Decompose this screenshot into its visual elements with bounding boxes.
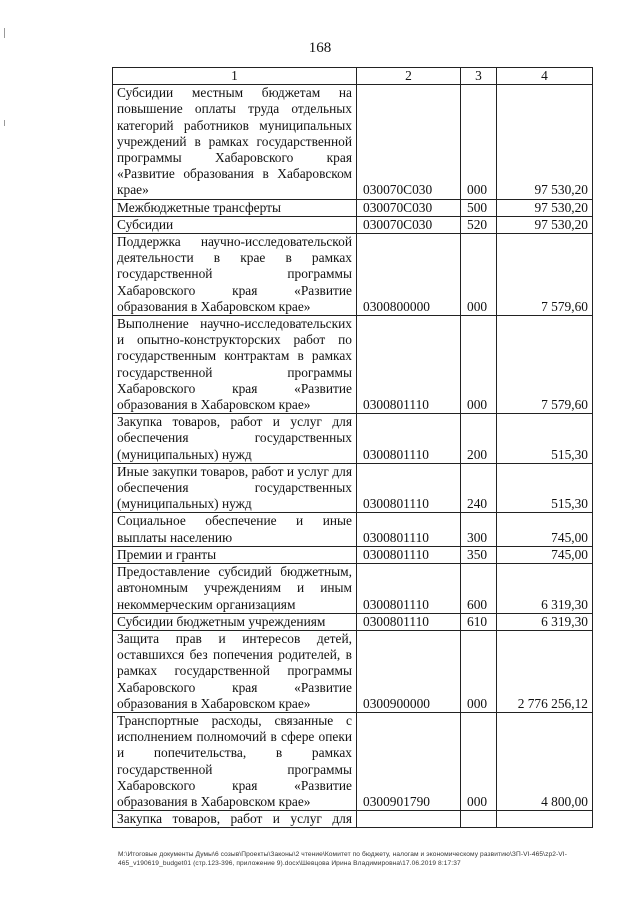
row-code: 0300801110 (357, 564, 461, 614)
margin-mark (4, 28, 5, 38)
header-col-3: 3 (461, 68, 497, 85)
row-code: 0300901790 (357, 712, 461, 810)
row-expense-type: 000 (461, 630, 497, 712)
row-sum: 97 530,20 (497, 216, 593, 233)
budget-table (112, 67, 593, 828)
row-sum (497, 811, 593, 828)
row-sum: 97 530,20 (497, 85, 593, 199)
row-name: Транспортные расходы, связанные с исполнением полномочий в сфере опеки и попечительства, в рамках государственной программы Хабаровского края «Развитие образования в Хабаровском крае» (113, 712, 357, 810)
row-code: 0300801110 (357, 414, 461, 464)
table-row (113, 414, 593, 464)
table-header-row (113, 68, 593, 85)
row-expense-type: 200 (461, 414, 497, 464)
row-sum: 97 530,20 (497, 199, 593, 216)
row-code: 0300900000 (357, 630, 461, 712)
row-expense-type: 000 (461, 712, 497, 810)
page-number: 168 (308, 40, 332, 56)
table-row (113, 463, 593, 513)
row-name: Закупка товаров, работ и услуг для (113, 811, 357, 828)
document-path-footer: M:\Итоговые документы Думы\6 созыв\Проекты\Законы\2 чтение\Комитет по бюджету, налогам и экономическому развитию\ЗП-VI-465\zp2-VI-465_v190619_budget01 (стр.123-396, приложение 9).docx\Шевцова Ирина Владимировна\17.06.2019 8:17:37 (118, 851, 568, 867)
row-code: 0300801110 (357, 513, 461, 546)
row-sum: 7 579,60 (497, 234, 593, 316)
table-row (113, 564, 593, 614)
table-row (113, 712, 593, 810)
row-sum: 2 776 256,12 (497, 630, 593, 712)
row-name: Иные закупки товаров, работ и услуг для обеспечения государственных (муниципальных) нужд (113, 463, 357, 513)
header-col-1: 1 (113, 68, 357, 85)
row-expense-type: 610 (461, 613, 497, 630)
row-expense-type: 500 (461, 199, 497, 216)
row-name: Поддержка научно-исследовательской деятельности в крае в рамках государственной программы Хабаровского края «Развитие образования в Хабаровском крае» (113, 234, 357, 316)
header-col-4: 4 (497, 68, 593, 85)
row-sum: 515,30 (497, 414, 593, 464)
row-code: 030070C030 (357, 85, 461, 199)
row-code: 0300801110 (357, 546, 461, 563)
row-name: Межбюджетные трансферты (113, 199, 357, 216)
row-expense-type: 000 (461, 316, 497, 414)
row-code: 030070C030 (357, 199, 461, 216)
row-name: Выполнение научно-исследовательских и опытно-конструкторских работ по государственным контрактам в рамках государственной программы Хабаровского края «Развитие образования в Хабаровском крае» (113, 316, 357, 414)
row-code: 0300800000 (357, 234, 461, 316)
table-row (113, 613, 593, 630)
row-sum: 6 319,30 (497, 564, 593, 614)
row-expense-type (461, 811, 497, 828)
table-row (113, 513, 593, 546)
row-sum: 7 579,60 (497, 316, 593, 414)
row-name: Субсидии бюджетным учреждениям (113, 613, 357, 630)
row-expense-type: 300 (461, 513, 497, 546)
table-row (113, 316, 593, 414)
row-name: Субсидии (113, 216, 357, 233)
row-sum: 4 800,00 (497, 712, 593, 810)
row-name: Предоставление субсидий бюджетным, автономным учреждениям и иным некоммерческим организациям (113, 564, 357, 614)
row-code: 0300801110 (357, 613, 461, 630)
row-sum: 745,00 (497, 546, 593, 563)
row-name: Премии и гранты (113, 546, 357, 563)
row-expense-type: 000 (461, 85, 497, 199)
row-expense-type: 000 (461, 234, 497, 316)
table-row (113, 85, 593, 199)
row-expense-type: 240 (461, 463, 497, 513)
header-col-2: 2 (357, 68, 461, 85)
table-row (113, 216, 593, 233)
row-sum: 745,00 (497, 513, 593, 546)
row-name: Социальное обеспечение и иные выплаты населению (113, 513, 357, 546)
row-code (357, 811, 461, 828)
row-expense-type: 520 (461, 216, 497, 233)
row-name: Защита прав и интересов детей, оставшихся без попечения родителей, в рамках государственной программы Хабаровского края «Развитие образования в Хабаровском крае» (113, 630, 357, 712)
row-code: 0300801110 (357, 316, 461, 414)
table-row (113, 811, 593, 828)
table-row (113, 546, 593, 563)
row-code: 030070C030 (357, 216, 461, 233)
table-row (113, 234, 593, 316)
row-sum: 6 319,30 (497, 613, 593, 630)
margin-mark (4, 120, 5, 126)
table-row (113, 199, 593, 216)
row-code: 0300801110 (357, 463, 461, 513)
row-expense-type: 350 (461, 546, 497, 563)
row-name: Субсидии местным бюджетам на повышение оплаты труда отдельных категорий работников муниципальных учреждений в рамках государственной программы Хабаровского края «Развитие образования в Хабаровском крае» (113, 85, 357, 199)
table-row (113, 630, 593, 712)
row-expense-type: 600 (461, 564, 497, 614)
row-sum: 515,30 (497, 463, 593, 513)
row-name: Закупка товаров, работ и услуг для обеспечения государственных (муниципальных) нужд (113, 414, 357, 464)
